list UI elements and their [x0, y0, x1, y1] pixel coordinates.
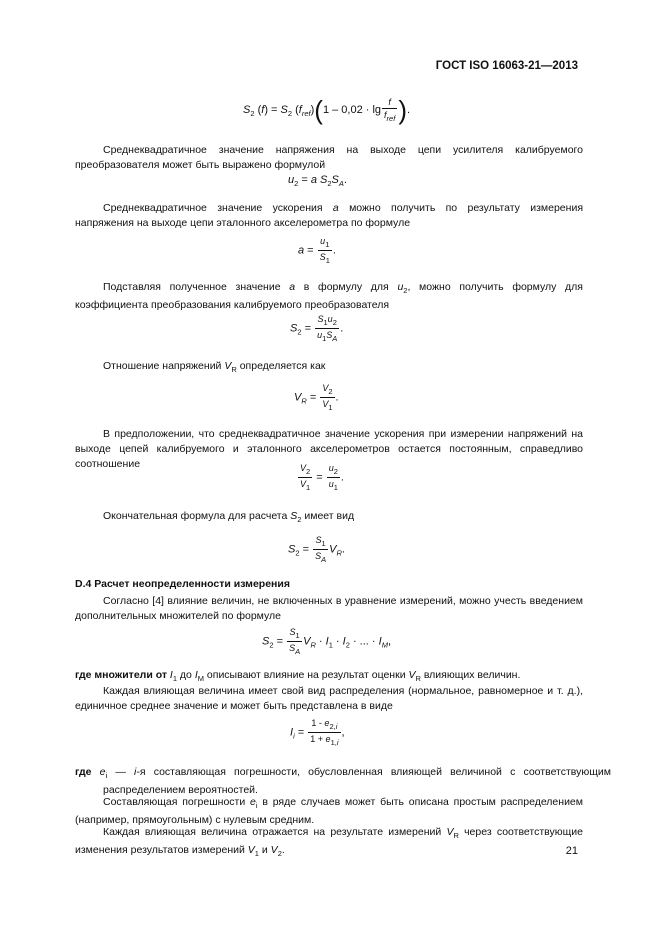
paragraph-multipliers-desc: где множители от $I_1$ до $I_M$ описывают влияние на результат оценки $V_R$ влияющих величин. — [75, 669, 521, 683]
formula-s2-frequency: $S_2$ $(f) = S_2$ $(f_{ref})(1 - 0,02 \cdot \lg$ $\frac{f}{f_{ref}}$ ). — [243, 95, 411, 125]
paragraph-substitution: Подставляя полученное значение a в формулу для $u_2$, можно получить формулу для коэффициента преобразования калибруемого преобразователя — [75, 281, 583, 311]
formula-a: a = $\frac{u_1}{S_1}$ . — [298, 236, 336, 265]
paragraph-voltage-rms: Среднеквадратичное значение напряжения на выходе цепи усилителя калибруемого преобразователя может быть выражено формулой — [75, 144, 583, 171]
paragraph-distribution: Каждая влияющая величина имеет свой вид распределения (нормальное, равномерное и т. д.), единичное среднее значение и может быть представлена в виде — [75, 685, 583, 712]
paragraph-error-distribution: Составляющая погрешности $e_i$ в ряде случаев может быть описана простым распределением (например, прямоугольным) с нулевым средним. — [75, 796, 583, 826]
page-number: 21 — [565, 845, 578, 857]
formula-s2-ratio: $S_2$ = $\frac{S_1u_2}{u_1S_A}$ . — [290, 314, 344, 343]
paragraph-final-formula: Окончательная формула для расчета $S_2$ имеет вид — [103, 510, 355, 524]
paragraph-influence-effect: Каждая влияющая величина отражается на результате измерений $V_R$ через соответствующие изменения результатов измерений $V_1$ и $V_2$. — [75, 826, 583, 858]
formula-s2-final: $S_2$ = $\frac{S_1}{S_A}$ $V_R$. — [288, 535, 345, 564]
standard-header: ГОСТ ISO 16063-21—2013 — [435, 60, 578, 72]
formula-u2: $u_2 = a$ $S_2S_A$. — [288, 174, 347, 188]
formula-vr: $V_R$ = $\frac{V_2}{V_1}$ . — [294, 383, 339, 412]
formula-ii: $I_i$ = $\frac{1 - e_{2,i}}{1 + e_{1,i}}$ , — [290, 718, 345, 747]
paragraph-influence: Согласно [4] влияние величин, не включенных в уравнение измерений, можно учесть введением дополнительных множителей по формуле — [75, 595, 583, 622]
section-heading-d4: D.4 Расчет неопределенности измерения — [75, 578, 290, 590]
paragraph-error-component: где $e_i$ — i-я составляющая погрешности, обусловленная влияющей величиной с соответствующим распределением вероятностей. — [75, 766, 612, 796]
formula-ratio-equality: $\frac{V_2}{V_1}$ = $\frac{u_2}{u_1}$ . — [300, 463, 344, 492]
paragraph-voltage-ratio: Отношение напряжений $V_R$ определяется как — [103, 360, 326, 374]
paragraph-acceleration-rms: Среднеквадратичное значение ускорения a можно получить по результату измерения напряжения на выходе цепи эталонного акселерометра по формуле — [75, 202, 583, 229]
paragraph-assumption: В предположении, что среднеквадратичное значение ускорения при измерении напряжений на выходе цепей калибруемого и эталонного акселерометров остается постоянным, справедливо соотношение — [75, 428, 583, 470]
formula-s2-multipliers: $S_2$ = $\frac{S_1}{S_A}$ $V_R \cdot I_1 \cdot I_2$ · ... · $I_M$, — [262, 627, 391, 656]
